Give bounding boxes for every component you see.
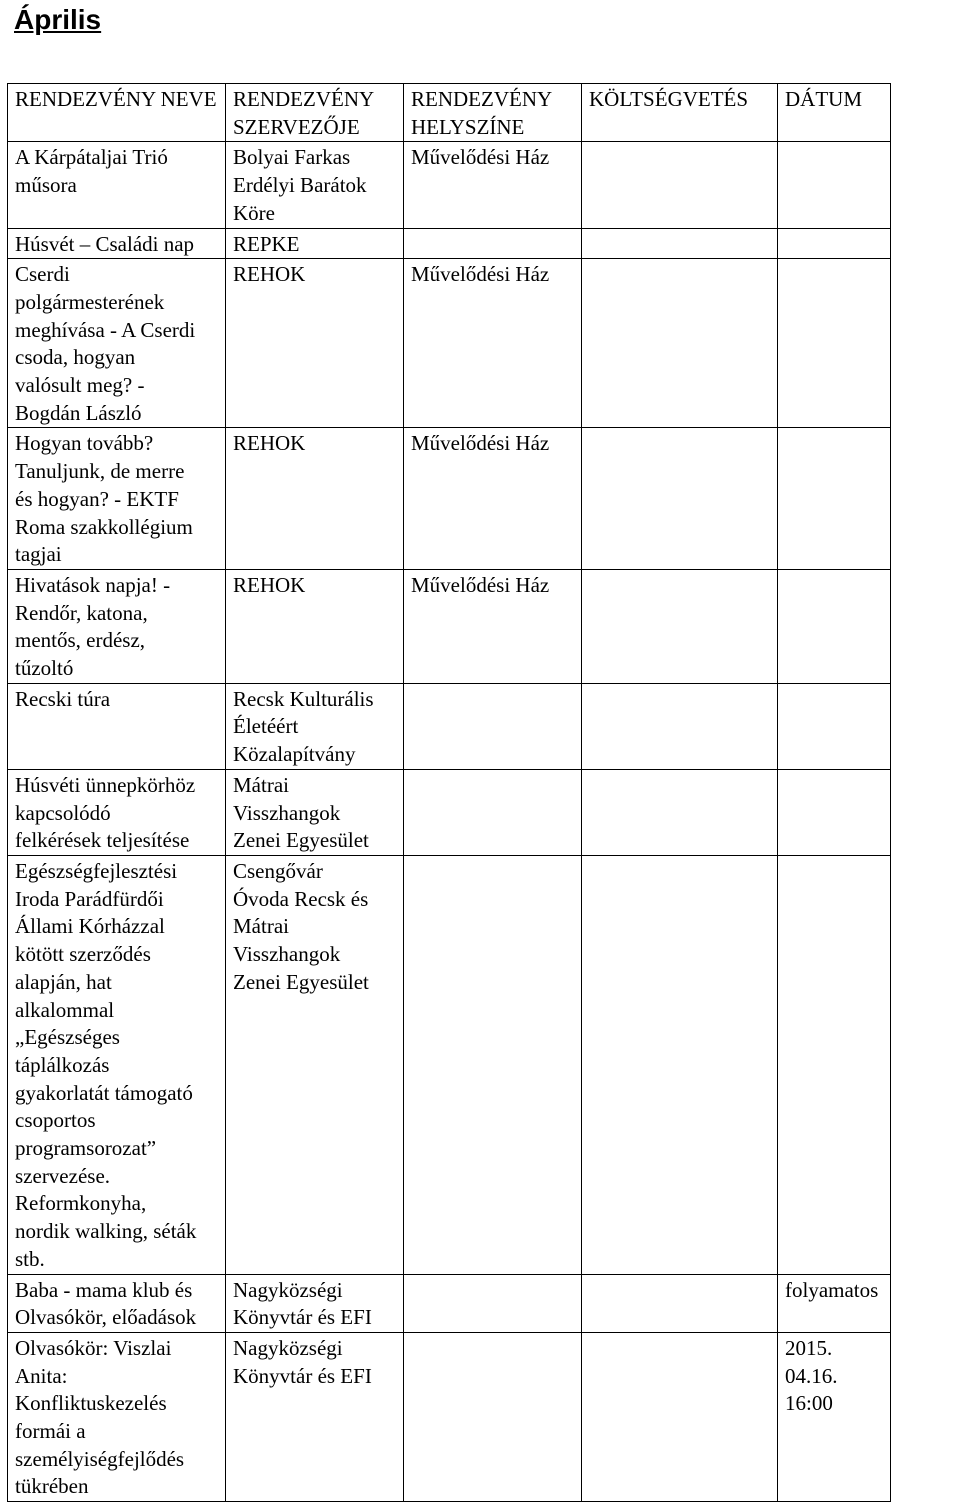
organizer-cell: REPKE — [226, 228, 404, 259]
venue-cell — [404, 228, 582, 259]
event-name-cell: Cserdi polgármesterének meghívása - A Cserdi csoda, hogyan valósult meg? - Bogdán László — [8, 259, 226, 428]
organizer-cell: Csengővár Óvoda Recsk és Mátrai Visszhangok Zenei Egyesület — [226, 855, 404, 1274]
date-cell — [778, 769, 891, 855]
event-name-cell: Húsvéti ünnepkörhöz kapcsolódó felkérések teljesítése — [8, 769, 226, 855]
table-row — [8, 569, 891, 683]
budget-cell — [582, 855, 778, 1274]
organizer-cell: Nagyközségi Könyvtár és EFI — [226, 1274, 404, 1332]
table-row — [8, 259, 891, 428]
event-name-cell: Baba - mama klub és Olvasókör, előadások — [8, 1274, 226, 1332]
header-event-name: RENDEZVÉNY NEVE — [8, 84, 226, 142]
date-cell — [778, 142, 891, 228]
date-cell — [778, 228, 891, 259]
venue-cell — [404, 1332, 582, 1501]
budget-cell — [582, 228, 778, 259]
budget-cell — [582, 569, 778, 683]
event-name-cell: Recski túra — [8, 683, 226, 769]
events-table — [7, 83, 891, 1502]
date-cell — [778, 683, 891, 769]
organizer-cell: Recsk Kulturális Életéért Közalapítvány — [226, 683, 404, 769]
budget-cell — [582, 683, 778, 769]
event-name-cell: Hogyan tovább? Tanuljunk, de merre és hogyan? - EKTF Roma szakkollégium tagjai — [8, 428, 226, 570]
table-row — [8, 1332, 891, 1501]
table-row — [8, 855, 891, 1274]
event-name-cell: A Kárpátaljai Trió műsora — [8, 142, 226, 228]
organizer-cell: Bolyai Farkas Erdélyi Barátok Köre — [226, 142, 404, 228]
budget-cell — [582, 428, 778, 570]
table-row — [8, 228, 891, 259]
date-cell — [778, 428, 891, 570]
organizer-cell: Nagyközségi Könyvtár és EFI — [226, 1332, 404, 1501]
date-cell — [778, 855, 891, 1274]
budget-cell — [582, 769, 778, 855]
venue-cell — [404, 855, 582, 1274]
page-title: Április — [14, 4, 102, 35]
venue-cell: Művelődési Ház — [404, 428, 582, 570]
venue-cell: Művelődési Ház — [404, 259, 582, 428]
header-date: DÁTUM — [778, 84, 891, 142]
event-name-cell: Húsvét – Családi nap — [8, 228, 226, 259]
budget-cell — [582, 142, 778, 228]
organizer-cell: REHOK — [226, 569, 404, 683]
header-organizer: RENDEZVÉNY SZERVEZŐJE — [226, 84, 404, 142]
venue-cell: Művelődési Ház — [404, 142, 582, 228]
event-name-cell: Hivatások napja! - Rendőr, katona, mentős, erdész, tűzoltó — [8, 569, 226, 683]
venue-cell — [404, 1274, 582, 1332]
organizer-cell: REHOK — [226, 428, 404, 570]
table-row — [8, 769, 891, 855]
table-row — [8, 142, 891, 228]
date-cell: 2015. 04.16. 16:00 — [778, 1332, 891, 1501]
header-venue: RENDEZVÉNY HELYSZÍNE — [404, 84, 582, 142]
venue-cell — [404, 769, 582, 855]
table-row — [8, 683, 891, 769]
venue-cell — [404, 683, 582, 769]
table-row — [8, 428, 891, 570]
event-name-cell: Egészségfejlesztési Iroda Parádfürdői Állami Kórházzal kötött szerződés alapján, hat alkalommal „Egészséges táplálkozás gyakorlatát támogató csoportos programsorozat” szervezése. Reformkonyha, nordik walking, séták stb. — [8, 855, 226, 1274]
header-budget: KÖLTSÉGVETÉS — [582, 84, 778, 142]
budget-cell — [582, 1332, 778, 1501]
date-cell: folyamatos — [778, 1274, 891, 1332]
table-row — [8, 1274, 891, 1332]
budget-cell — [582, 1274, 778, 1332]
table-header-row — [8, 84, 891, 142]
event-name-cell: Olvasókör: Viszlai Anita: Konfliktuskezelés formái a személyiségfejlődés tükrében — [8, 1332, 226, 1501]
budget-cell — [582, 259, 778, 428]
venue-cell: Művelődési Ház — [404, 569, 582, 683]
date-cell — [778, 569, 891, 683]
organizer-cell: REHOK — [226, 259, 404, 428]
organizer-cell: Mátrai Visszhangok Zenei Egyesület — [226, 769, 404, 855]
date-cell — [778, 259, 891, 428]
